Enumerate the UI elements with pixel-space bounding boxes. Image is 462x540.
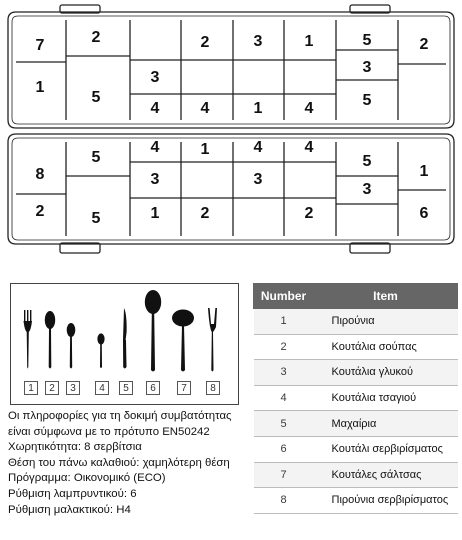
cutlery-label: 3 bbox=[66, 381, 80, 395]
basket-number: 3 bbox=[150, 171, 160, 188]
row-number: 2 bbox=[254, 334, 314, 360]
legend-header-row bbox=[254, 284, 458, 309]
row-number: 7 bbox=[254, 462, 314, 488]
row-number: 1 bbox=[254, 309, 314, 335]
table-row bbox=[254, 411, 458, 437]
basket-number: 4 bbox=[200, 100, 210, 117]
table-row bbox=[254, 360, 458, 386]
cutlery-label: 1 bbox=[24, 381, 38, 395]
basket-number: 1 bbox=[253, 100, 263, 117]
basket-number: 2 bbox=[200, 205, 210, 222]
basket-number: 4 bbox=[150, 139, 160, 156]
table-row bbox=[254, 462, 458, 488]
info-line: Πρόγραμμα: Οικονομικό (ECO) bbox=[8, 472, 166, 485]
test-info bbox=[8, 409, 248, 518]
basket-number: 1 bbox=[200, 141, 210, 158]
basket-number: 3 bbox=[253, 33, 263, 50]
cutlery-basket-diagram bbox=[0, 0, 462, 262]
row-number: 4 bbox=[254, 385, 314, 411]
dessert-spoon-icon bbox=[67, 323, 76, 369]
cutlery-label: 8 bbox=[206, 381, 220, 395]
basket-number: 6 bbox=[419, 205, 429, 222]
basket-number: 4 bbox=[253, 139, 263, 156]
row-item: Κουτάλες σάλτσας bbox=[314, 462, 458, 488]
info-line: Θέση του πάνω καλαθιού: χαμηλότερη θέση bbox=[8, 456, 230, 469]
row-number: 3 bbox=[254, 360, 314, 386]
basket-number: 2 bbox=[304, 205, 314, 222]
cutlery-label: 6 bbox=[146, 381, 160, 395]
basket-number: 5 bbox=[362, 153, 372, 170]
basket-number: 8 bbox=[35, 166, 45, 183]
table-row bbox=[254, 334, 458, 360]
table-row bbox=[254, 385, 458, 411]
basket-number: 2 bbox=[419, 36, 429, 53]
table-row bbox=[254, 309, 458, 335]
basket-number: 3 bbox=[253, 171, 263, 188]
info-line: Ρύθμιση λαμπρυντικού: 6 bbox=[8, 487, 137, 500]
basket-number: 3 bbox=[362, 59, 372, 76]
teaspoon-icon bbox=[97, 333, 104, 368]
basket-number: 4 bbox=[150, 100, 160, 117]
ladle-icon bbox=[172, 310, 194, 372]
basket-number: 2 bbox=[35, 203, 45, 220]
knife-icon bbox=[123, 308, 127, 369]
basket-number: 2 bbox=[91, 29, 101, 46]
basket-number: 1 bbox=[35, 79, 45, 96]
header-item: Item bbox=[314, 284, 458, 309]
row-item: Κουτάλια σούπας bbox=[314, 334, 458, 360]
basket-number: 3 bbox=[150, 69, 160, 86]
header-number: Number bbox=[254, 284, 314, 309]
info-line: Ρύθμιση μαλακτικού: H4 bbox=[8, 503, 131, 516]
basket-number: 7 bbox=[35, 37, 45, 54]
basket-number: 5 bbox=[91, 89, 101, 106]
basket-number: 5 bbox=[362, 92, 372, 109]
basket-number: 4 bbox=[304, 100, 314, 117]
fork-icon bbox=[24, 310, 33, 369]
row-number: 6 bbox=[254, 436, 314, 462]
basket-number: 5 bbox=[91, 149, 101, 166]
basket-number: 2 bbox=[200, 34, 210, 51]
row-item: Πιρούνια σερβιρίσματος bbox=[314, 488, 458, 514]
serving-fork-icon bbox=[208, 308, 217, 372]
info-line: Οι πληροφορίες για τη δοκιμή συμβατότητας bbox=[8, 410, 232, 422]
legend-table bbox=[253, 283, 458, 514]
cutlery-label: 2 bbox=[45, 381, 59, 395]
basket-number: 1 bbox=[419, 163, 429, 180]
basket-number: 1 bbox=[150, 205, 160, 222]
row-item: Κουτάλια τσαγιού bbox=[314, 385, 458, 411]
basket-number: 5 bbox=[362, 32, 372, 49]
cutlery-label: 4 bbox=[95, 381, 109, 395]
basket-number: 1 bbox=[304, 33, 314, 50]
table-row bbox=[254, 488, 458, 514]
basket-number: 3 bbox=[362, 181, 372, 198]
row-item: Μαχαίρια bbox=[314, 411, 458, 437]
row-number: 5 bbox=[254, 411, 314, 437]
info-line: Χωρητικότητα: 8 σερβίτσια bbox=[8, 441, 142, 454]
basket-number: 5 bbox=[91, 210, 101, 227]
row-item: Κουτάλι σερβιρίσματος bbox=[314, 436, 458, 462]
cutlery-label: 7 bbox=[177, 381, 191, 395]
table-row bbox=[254, 436, 458, 462]
row-item: Πιρούνια bbox=[314, 309, 458, 335]
soup-spoon-icon bbox=[45, 311, 55, 369]
info-line: είναι σύμφωνα με το πρότυπο EN50242 bbox=[8, 425, 210, 438]
serving-spoon-icon bbox=[145, 290, 161, 372]
row-number: 8 bbox=[254, 488, 314, 514]
cutlery-label: 5 bbox=[119, 381, 133, 395]
basket-number: 4 bbox=[304, 139, 314, 156]
cutlery-illustration bbox=[10, 283, 239, 405]
row-item: Κουτάλια γλυκού bbox=[314, 360, 458, 386]
